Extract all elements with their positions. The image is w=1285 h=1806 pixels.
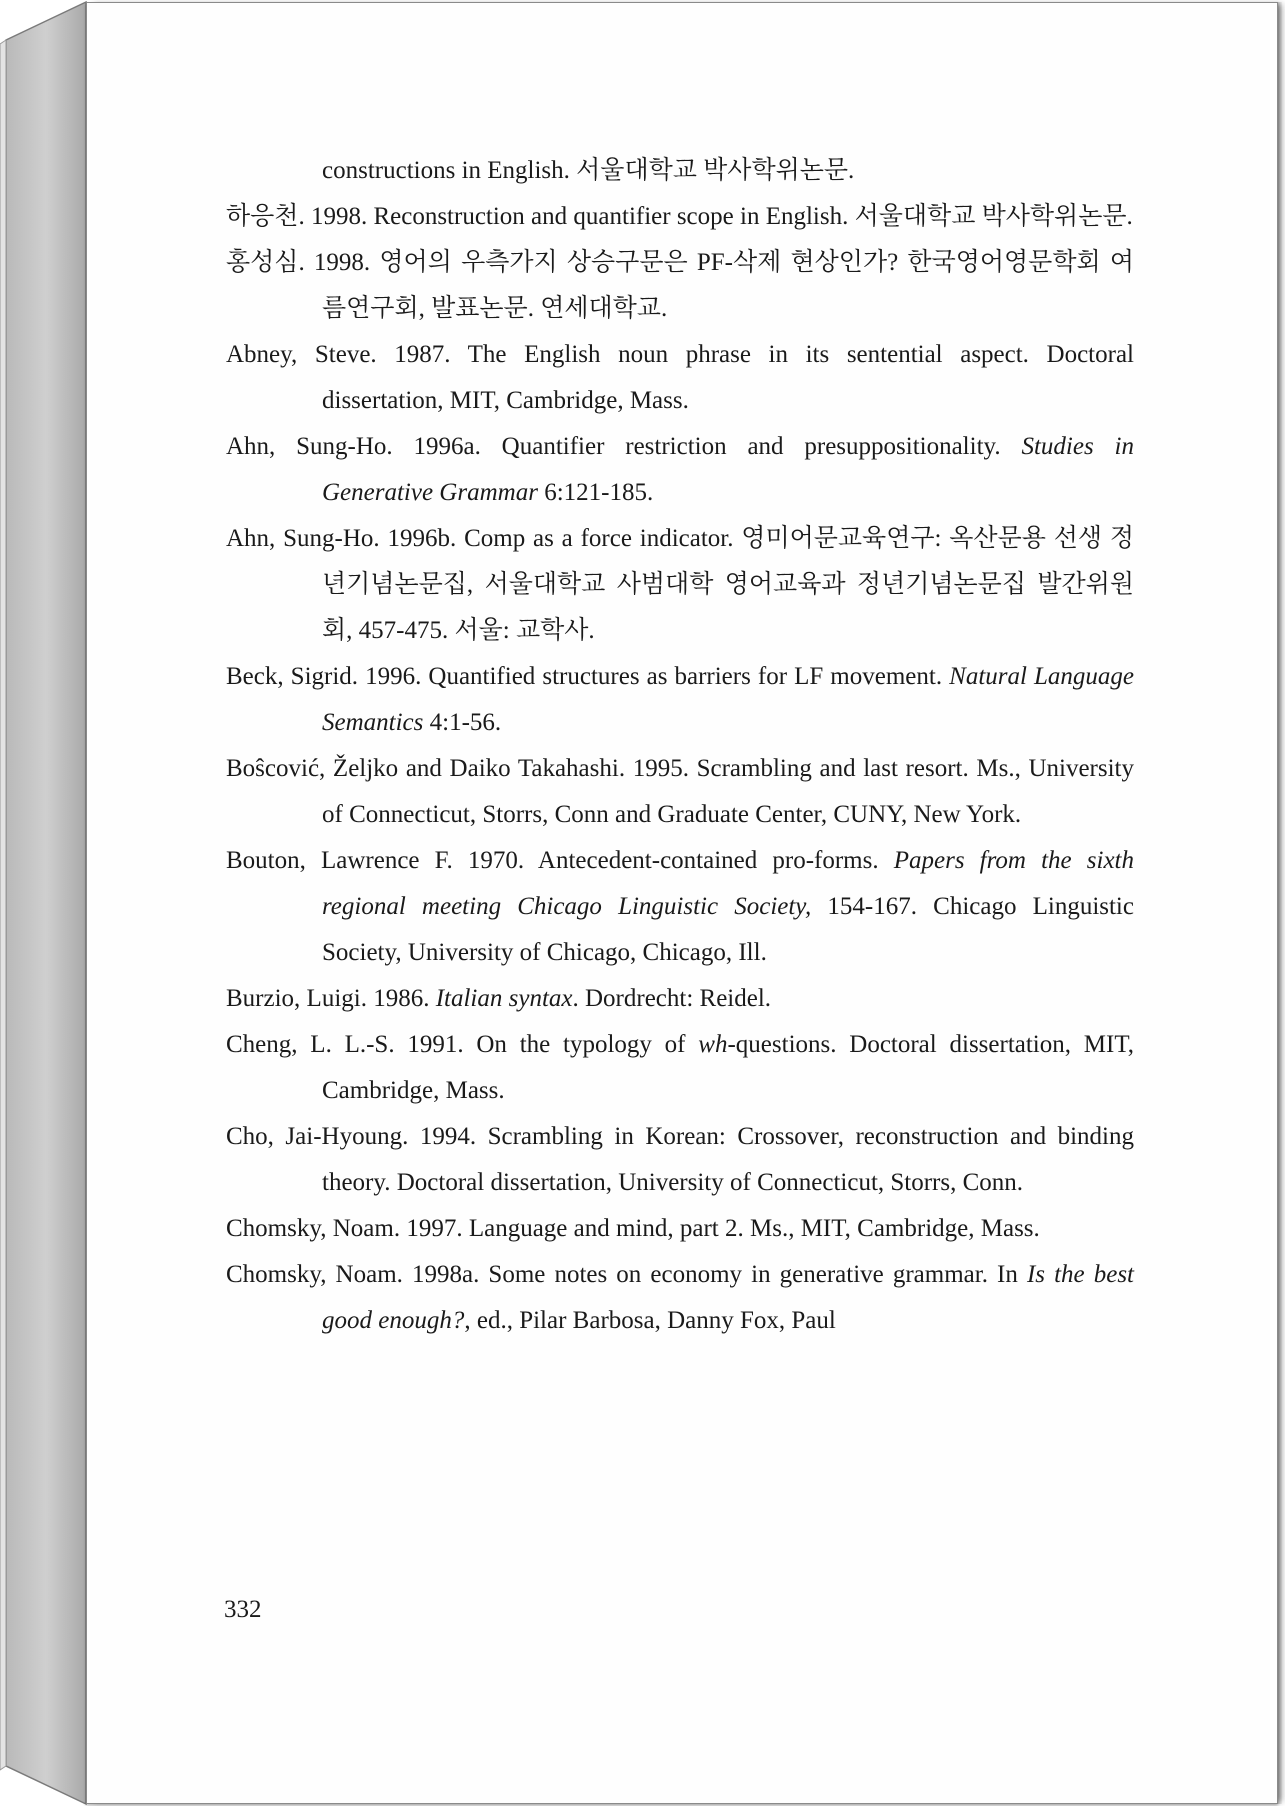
reference-text: , ed., Pilar Barbosa, Danny Fox, Paul xyxy=(464,1307,836,1334)
reference-title-italic: Natural Language Semantics xyxy=(322,663,1134,736)
reference-text: 6:121-185. xyxy=(537,479,654,506)
reference-title-italic: Italian syntax xyxy=(435,985,573,1012)
reference-entry xyxy=(226,1252,1134,1344)
reference-entry xyxy=(226,746,1134,838)
reference-title-italic: Is the best good enough? xyxy=(322,1261,1134,1334)
reference-list xyxy=(226,148,1134,1344)
reference-entry xyxy=(226,332,1134,424)
reference-entry xyxy=(226,240,1134,332)
reference-entry xyxy=(226,976,1134,1022)
reference-text: Ahn, Sung-Ho. 1996a. Quantifier restriction and presuppositionality. xyxy=(226,433,1022,460)
reference-text: 홍성심. 1998. 영어의 우측가지 상승구문은 PF-삭제 현상인가? 한국영어영문학회 여름연구회, 발표논문. 연세대학교. xyxy=(226,249,1134,322)
reference-entry xyxy=(226,1114,1134,1206)
reference-text: 하응천. 1998. Reconstruction and quantifier scope in English. 서울대학교 박사학위논문. xyxy=(226,203,1133,230)
reference-entry xyxy=(226,148,1134,194)
reference-text: Bouton, Lawrence F. 1970. Antecedent-contained pro-forms. xyxy=(226,847,894,874)
reference-title-italic: Papers from the sixth regional meeting Chicago Linguistic Society, xyxy=(322,847,1134,920)
reference-text: Beck, Sigrid. 1996. Quantified structures as barriers for LF movement. xyxy=(226,663,950,690)
reference-entry xyxy=(226,838,1134,976)
reference-entry xyxy=(226,1206,1134,1252)
reference-text: Chomsky, Noam. 1998a. Some notes on economy in generative grammar. In xyxy=(226,1261,1027,1288)
reference-entry xyxy=(226,654,1134,746)
reference-text: 4:1-56. xyxy=(423,709,502,736)
page-number: 332 xyxy=(224,1596,262,1623)
reference-entry xyxy=(226,1022,1134,1114)
reference-text: Cheng, L. L.-S. 1991. On the typology of xyxy=(226,1031,699,1058)
reference-text: Ahn, Sung-Ho. 1996b. Comp as a force indicator. 영미어문교육연구: 옥산문용 선생 정년기념논문집, 서울대학교 사범대학 영어교육과 정년기념논문집 발간위원회, 457-475. 서울: 교학사. xyxy=(226,525,1134,644)
reference-text: constructions in English. 서울대학교 박사학위논문. xyxy=(322,157,855,184)
reference-title-italic: wh xyxy=(698,1031,728,1058)
reference-text: Abney, Steve. 1987. The English noun phrase in its sentential aspect. Doctoral dissertation, MIT, Cambridge, Mass. xyxy=(226,341,1134,414)
reference-text: -questions. Doctoral dissertation, MIT, Cambridge, Mass. xyxy=(322,1031,1134,1104)
reference-title-italic: Studies in Generative Grammar xyxy=(322,433,1134,506)
reference-text: Cho, Jai-Hyoung. 1994. Scrambling in Korean: Crossover, reconstruction and binding theory. Doctoral dissertation, University of Connecticut, Storrs, Conn. xyxy=(226,1123,1134,1196)
reference-text: Chomsky, Noam. 1997. Language and mind, part 2. Ms., MIT, Cambridge, Mass. xyxy=(226,1215,1040,1242)
book-spine xyxy=(0,0,90,1806)
reference-text: Burzio, Luigi. 1986. xyxy=(226,985,436,1012)
reference-entry xyxy=(226,424,1134,516)
reference-text: Boŝcović, Željko and Daiko Takahashi. 1995. Scrambling and last resort. Ms., University of Connecticut, Storrs, Conn and Graduate Center, CUNY, New York. xyxy=(226,755,1134,828)
reference-entry xyxy=(226,516,1134,654)
reference-text: . Dordrecht: Reidel. xyxy=(572,985,772,1012)
reference-text: 154-167. Chicago Linguistic Society, University of Chicago, Chicago, Ill. xyxy=(322,893,1134,966)
reference-entry xyxy=(226,194,1134,240)
